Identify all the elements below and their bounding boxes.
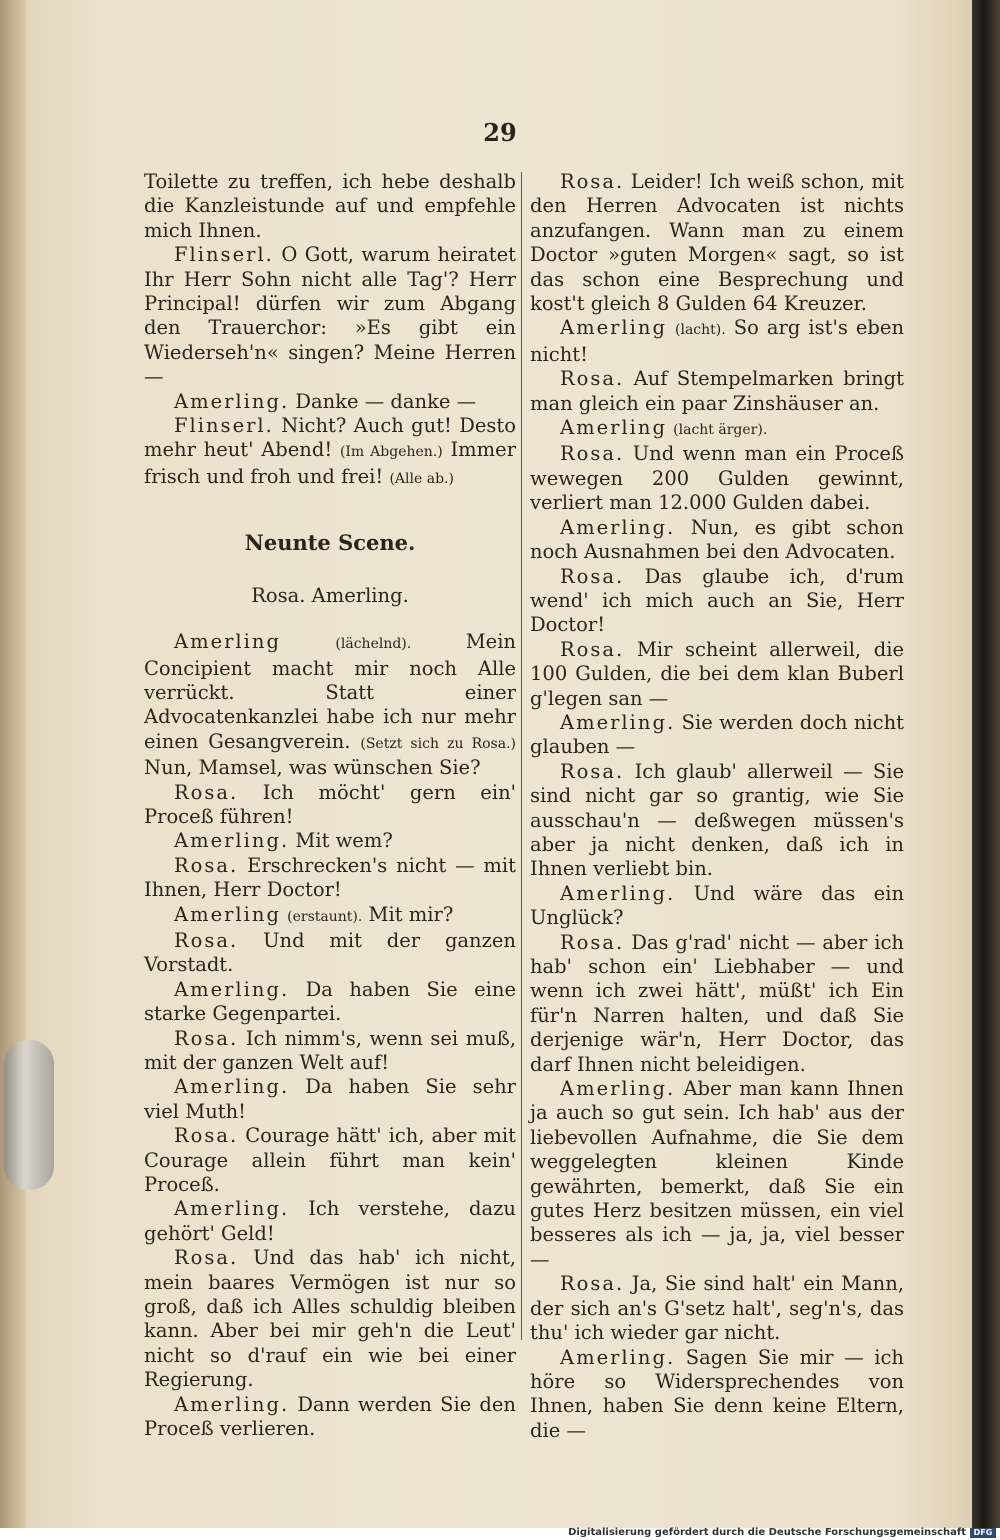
speaker-name: Rosa. (174, 1246, 239, 1270)
dialogue-text: Das g'rad' nicht — aber ich hab' schon ein' Liebhaber — und wenn ich zwei hätt', müßt' ich Ein für'n Narren halten, und daß Sie derjenige wär'n, Herr Doctor, das darf Ihnen nicht beleidigen. (530, 930, 904, 1076)
dialogue-text: Immer frisch und froh und frei! (144, 438, 517, 488)
dialogue-text: Da haben Sie sehr viel Muth! (144, 1075, 516, 1123)
dialogue-text: Und das hab' ich nicht, mein baares Vermögen ist nur so groß, daß ich Alles schuldig bleiben kann. Aber bei mir geh'n die Leut' nicht so d'rauf ein wie bei einer Regierung. (144, 1246, 516, 1392)
stage-direction: (lächelnd). (335, 636, 412, 653)
stage-direction: (Im Abgehen.) (339, 444, 443, 461)
paragraph (144, 1124, 516, 1197)
paragraph (530, 442, 904, 515)
funding-notice: Digitalisierung gefördert durch die Deutsche Forschungsgemeinschaft (568, 1527, 966, 1538)
dialogue-text: Ich verstehe, dazu gehört' Geld! (144, 1197, 516, 1245)
scene-persons: Rosa. Amerling. (251, 583, 409, 607)
speaker-name: Amerling (174, 902, 281, 926)
dialogue-text: Nun, Mamsel, was wünschen Sie? (144, 756, 481, 780)
paragraph (530, 516, 904, 565)
paragraph (144, 929, 516, 978)
speaker-name: Rosa. (560, 564, 625, 588)
dialogue-text: Leider! Ich weiß schon, mit den Herren Advocaten ist nichts anzufangen. Wann man zu einem Doctor »guten Morgen« sagt, so ist das schon eine Besprechung und kost't gleich 8 Gulden 64 Kreuzer. (530, 170, 904, 316)
paragraph (530, 316, 904, 367)
scene-title: Neunte Scene. (244, 530, 416, 556)
column-divider (521, 172, 522, 1340)
dialogue-text: Nun, es gibt schon noch Ausnahmen bei den Advocaten. (530, 515, 904, 564)
speaker-name: Rosa. (560, 759, 625, 783)
speaker-name: Rosa. (174, 1124, 239, 1148)
paragraph (144, 903, 516, 929)
speaker-name: Rosa. (174, 780, 239, 804)
paragraph (144, 1246, 516, 1392)
speaker-name: Rosa. (560, 367, 625, 391)
speaker-name: Rosa. (174, 928, 239, 952)
speaker-name: Amerling. (174, 1392, 290, 1416)
paragraph (144, 1393, 516, 1442)
dialogue-text: So arg ist's eben nicht! (530, 316, 905, 366)
dialogue-text: Aber man kann Ihnen ja auch so gut sein. Ich hab' aus der liebevollen Aufnahme, die Sie dem weggelegten kleinen Kinde gewährten, bemerkt, daß Sie ein gutes Herz besitzen müssen, ein viel besseres als ich — ja, ja, viel besser — (530, 1077, 904, 1271)
dialogue-text: Und wäre das ein Unglück? (530, 881, 904, 930)
stage-direction: (lacht). (675, 322, 726, 339)
page-edge-shadow (972, 0, 1000, 1528)
stage-direction: (erstaunt). (287, 908, 363, 925)
speaker-name: Rosa. (560, 170, 625, 193)
paragraph (144, 829, 516, 853)
dialogue-text: Dann werden Sie den Proceß verlieren. (144, 1392, 516, 1441)
paragraph (144, 243, 516, 389)
stage-direction: (lacht ärger). (673, 422, 768, 439)
dfg-logo: DFG (970, 1528, 996, 1538)
dialogue-text: Mit wem? (295, 829, 393, 853)
paragraph (144, 414, 516, 491)
dialogue-text: Sagen Sie mir — ich höre so Widersprechendes von Ihnen, haben Sie denn keine Eltern, die — (530, 1345, 904, 1442)
paragraph (144, 390, 516, 414)
speaker-name: Amerling. (560, 710, 676, 734)
dialogue-text: Und wenn man ein Proceß wewegen 200 Gulden gewinnt, verliert man 12.000 Gulden dabei. (530, 442, 904, 515)
speaker-name: Amerling. (174, 1075, 290, 1099)
dialogue-text: Ich glaub' allerweil — Sie sind nicht gar so grantig, wie Sie ausschau'n — deßwegen müssen's aber ja nicht denken, daß ich in Ihnen verliebt bin. (530, 759, 905, 881)
dialogue-text: Ich nimm's, wenn sei muß, mit der ganzen Welt auf! (144, 1026, 516, 1074)
speaker-name: Rosa. (560, 442, 625, 466)
speaker-name: Amerling. (174, 1197, 290, 1221)
right-column (530, 170, 904, 1443)
paragraph (144, 781, 516, 830)
paragraph (530, 367, 904, 416)
speaker-name: Rosa. (174, 853, 239, 877)
speaker-name: Rosa. (174, 1026, 239, 1050)
speaker-name: Rosa. (560, 1272, 625, 1296)
paragraph (530, 638, 904, 711)
speaker-name: Amerling. (174, 389, 290, 413)
speaker-name: Rosa. (560, 637, 625, 661)
dialogue-text: Ich möcht' gern ein' Proceß führen! (144, 780, 516, 828)
speaker-name: Amerling. (560, 515, 676, 539)
speaker-name: Amerling. (174, 829, 290, 853)
dialogue-text: Sie werden doch nicht glauben — (530, 710, 904, 759)
paragraph (530, 882, 904, 931)
dialogue-text: O Gott, warum heiratet Ihr Herr Sohn nicht alle Tag'? Herr Principal! dürfen wir zum Abgang den Trauerchor: »Es gibt ein Wiederseh'n« singen? Meine Herren — (144, 243, 517, 389)
dialogue-text: Auf Stempelmarken bringt man gleich ein paar Zinshäuser an. (530, 367, 904, 415)
dialogue-text: Ja, Sie sind halt' ein Mann, der sich an's G'setz halt', seg'n's, das thu' ich wieder gar nicht. (530, 1272, 904, 1345)
speaker-name: Amerling (174, 630, 281, 654)
paragraph (530, 931, 904, 1077)
dialogue-text: Und mit der ganzen Vorstadt. (144, 928, 516, 977)
paragraph (144, 978, 516, 1027)
paragraph (144, 854, 516, 903)
paragraph (144, 1075, 516, 1124)
stage-direction: (Alle ab.) (389, 470, 454, 487)
page-number: 29 (483, 118, 517, 147)
dialogue-text: Danke — danke — (295, 389, 477, 413)
speaker-name: Amerling (560, 416, 667, 440)
page-clip (4, 1040, 54, 1190)
stage-direction: (Setzt sich zu Rosa.) (360, 735, 516, 752)
dialogue-text: Mit mir? (368, 902, 454, 926)
paragraph (530, 1272, 904, 1345)
paragraph (144, 630, 516, 780)
paragraph (530, 760, 904, 882)
paragraph (530, 416, 904, 442)
speaker-name: Amerling. (560, 1077, 676, 1101)
speaker-name: Flinserl. (174, 414, 274, 438)
paragraph (144, 1197, 516, 1246)
speaker-name: Amerling (560, 316, 667, 340)
paragraph (530, 1077, 904, 1272)
dialogue-text: Erschrecken's nicht — mit Ihnen, Herr Doctor! (144, 853, 516, 902)
left-column (144, 170, 516, 1442)
speaker-name: Amerling. (560, 881, 676, 905)
paragraph (530, 565, 904, 638)
dialogue-text: Nicht? Auch gut! Desto mehr heut' Abend! (144, 414, 516, 462)
dialogue-text: Mir scheint allerweil, die 100 Gulden, die bei dem klan Buberl g'legen san — (530, 637, 904, 710)
dialogue-text: Mein Concipient macht mir noch Alle verrückt. Statt einer Advocatenkanzlei habe ich nur mehr einen Gesangverein. (144, 630, 516, 753)
paragraph (530, 170, 904, 316)
paragraph (530, 1346, 904, 1444)
speaker-name: Rosa. (560, 930, 625, 954)
binding-margin (0, 0, 26, 1528)
paragraph (530, 711, 904, 760)
speaker-name: Flinserl. (174, 243, 274, 267)
paragraph: Toilette zu treffen, ich hebe deshalb die Kanzleistunde auf und empfehle mich Ihnen. (144, 170, 516, 242)
dialogue-text: Da haben Sie eine starke Gegenpartei. (144, 977, 516, 1026)
dialogue-text: Courage hätt' ich, aber mit Courage allein führt man kein' Proceß. (144, 1124, 516, 1197)
speaker-name: Amerling. (560, 1345, 676, 1369)
paragraph (144, 1027, 516, 1076)
dialogue-text: Das glaube ich, d'rum wend' ich mich auch an Sie, Herr Doctor! (530, 564, 905, 637)
speaker-name: Amerling. (174, 977, 290, 1001)
